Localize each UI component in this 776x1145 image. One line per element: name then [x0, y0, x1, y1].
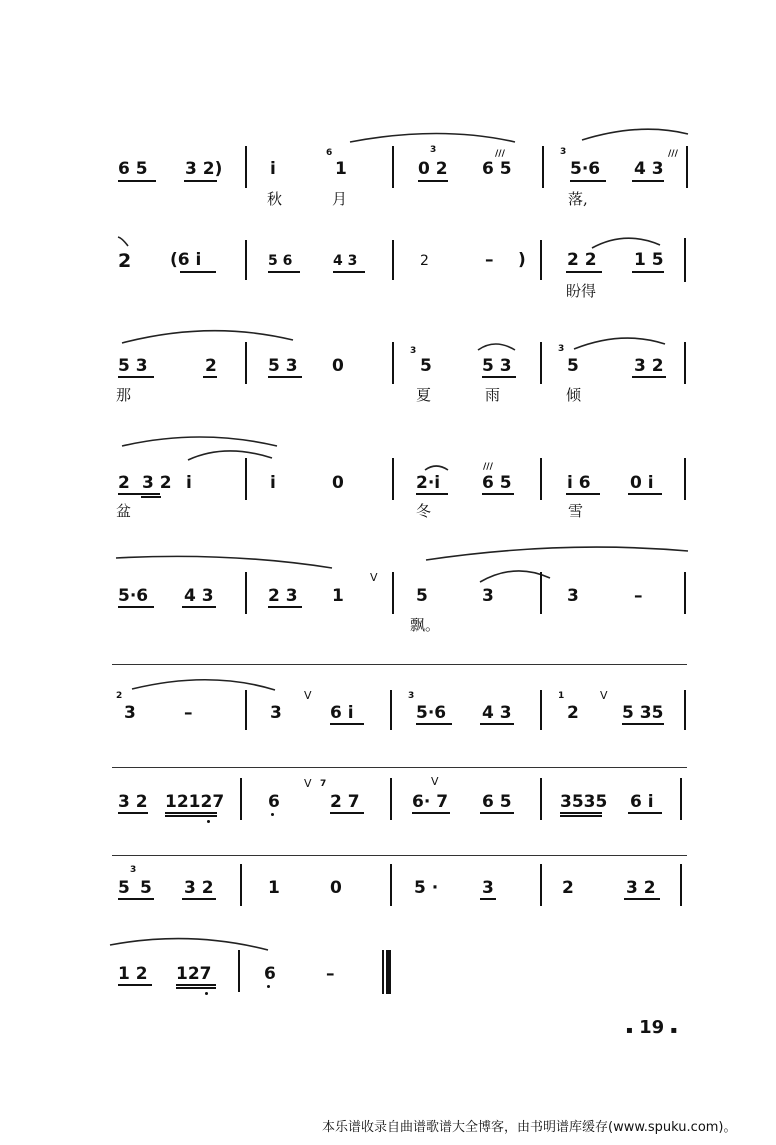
- note-group: 0 i: [630, 473, 654, 493]
- note: 3: [482, 878, 494, 898]
- note-group: 5 3: [118, 356, 148, 376]
- breath-mark: V: [431, 775, 439, 788]
- underline: [330, 812, 364, 814]
- note: 1: [335, 159, 347, 179]
- lyric: 雪: [568, 502, 584, 520]
- note: 6: [264, 964, 276, 984]
- note-group: 3 2: [634, 356, 664, 376]
- lyric: 秋: [267, 190, 283, 208]
- note-group: 6 i: [330, 703, 354, 723]
- tremolo-mark: ///: [495, 149, 505, 159]
- grace-note: 7: [320, 779, 327, 789]
- barline: [240, 864, 242, 906]
- breath-mark: V: [370, 571, 378, 584]
- note-group: 3 2): [185, 159, 223, 179]
- underline: [624, 898, 660, 900]
- barline: [392, 240, 394, 280]
- note-group: 2 2: [567, 250, 597, 270]
- grace-note: 3: [410, 346, 417, 356]
- tremolo-mark: ///: [483, 462, 493, 472]
- slur: [110, 939, 268, 950]
- note-group: 2·i: [416, 473, 441, 493]
- underline: [418, 180, 448, 182]
- note-group: 5 3: [482, 356, 512, 376]
- underline: [570, 180, 606, 182]
- note-group: 5 6: [268, 253, 293, 269]
- note: 2: [118, 473, 130, 493]
- barline: [245, 572, 247, 614]
- note: 5: [420, 356, 432, 376]
- lyric: 盆: [116, 502, 132, 520]
- note-group: 5 35: [622, 703, 664, 723]
- underline: [628, 493, 662, 495]
- underline: [118, 898, 154, 900]
- note: 2: [205, 356, 217, 376]
- underline: [482, 493, 514, 495]
- slur: [478, 344, 515, 350]
- dash: –: [184, 703, 193, 723]
- underline: [141, 496, 161, 498]
- underline: [482, 376, 516, 378]
- barline: [686, 146, 688, 188]
- barline: [684, 238, 686, 282]
- final-barline-thin: [382, 950, 384, 994]
- slur: [425, 466, 448, 470]
- note-group: 6· 7: [412, 792, 449, 812]
- slur: [350, 134, 515, 143]
- note-group: 4 3: [634, 159, 664, 179]
- note: 6: [268, 792, 280, 812]
- note: i: [270, 159, 276, 179]
- underline: [268, 271, 300, 273]
- barline: [680, 864, 682, 906]
- underline: [118, 180, 156, 182]
- note: 3: [270, 703, 282, 723]
- note-group: 3 2: [118, 792, 148, 812]
- note-group: 5 3: [268, 356, 298, 376]
- note-group: 3 2: [626, 878, 656, 898]
- underline: [268, 606, 302, 608]
- note-group: i 6: [567, 473, 591, 493]
- grace-note: 3: [560, 147, 567, 157]
- underline: [632, 180, 664, 182]
- barline: [540, 864, 542, 906]
- grace-note: 3: [430, 145, 437, 155]
- underline: [165, 812, 217, 814]
- underline: [416, 723, 452, 725]
- slur: [582, 129, 688, 140]
- barline: [245, 342, 247, 384]
- note-group: 5·6: [570, 159, 601, 179]
- page-number-text: 19: [639, 1017, 665, 1038]
- separator-line: [112, 855, 687, 856]
- breath-mark: V: [600, 689, 608, 702]
- underline: [632, 271, 664, 273]
- barline: [245, 146, 247, 188]
- note: i: [186, 473, 192, 493]
- note-group: (6 i: [170, 250, 202, 270]
- grace-note: 6: [326, 148, 333, 158]
- note: 3: [124, 703, 136, 723]
- page-number: [626, 1017, 677, 1038]
- note: 1: [332, 586, 344, 606]
- barline: [240, 778, 242, 820]
- underline: [480, 898, 496, 900]
- underline: [330, 723, 364, 725]
- underline: [118, 376, 154, 378]
- grace-note: 2: [116, 691, 123, 701]
- underline: [184, 180, 217, 182]
- barline: [392, 572, 394, 614]
- barline: [540, 690, 542, 730]
- grace-note: 3: [558, 344, 565, 354]
- paren: ): [518, 250, 526, 270]
- note: 2: [118, 250, 132, 272]
- underline: [628, 812, 662, 814]
- slur: [188, 451, 272, 460]
- lyric: 月: [332, 190, 348, 208]
- note-group: 3 2: [184, 878, 214, 898]
- underline: [268, 376, 302, 378]
- barline: [392, 342, 394, 384]
- page-number-right-mark: ▪: [670, 1025, 678, 1036]
- note-group: 5 ·: [414, 878, 439, 898]
- barline: [680, 778, 682, 820]
- grace-note: 1: [558, 691, 565, 701]
- underline: [176, 984, 216, 986]
- breath-mark: V: [304, 689, 312, 702]
- note: 5: [416, 586, 428, 606]
- lyric: 那: [116, 386, 132, 404]
- separator-line: [112, 767, 687, 768]
- barline: [684, 690, 686, 730]
- barline: [540, 458, 542, 500]
- tremolo-mark: ///: [668, 149, 678, 159]
- dash: –: [634, 586, 643, 606]
- note-group: 4 3: [184, 586, 214, 606]
- underline: [182, 606, 216, 608]
- note-group: 5·6: [416, 703, 447, 723]
- grace-note: 3: [130, 865, 137, 875]
- note-group: 12127: [165, 792, 225, 812]
- barline: [390, 864, 392, 906]
- dash: –: [485, 250, 494, 270]
- note: 2: [420, 253, 429, 269]
- slur: [574, 338, 665, 349]
- barline: [542, 146, 544, 188]
- underline: [118, 493, 160, 495]
- separator-line: [112, 664, 687, 665]
- barline: [390, 778, 392, 820]
- note-group: 1 5: [634, 250, 664, 270]
- lyric: 倾: [566, 386, 582, 404]
- barline: [684, 342, 686, 384]
- note-group: 6 5: [482, 473, 512, 493]
- rest: 0: [330, 878, 342, 898]
- underline: [203, 376, 217, 378]
- octave-dot: [267, 985, 270, 988]
- note-group: 4 3: [333, 253, 358, 269]
- footer-source-note: 本乐谱收录自曲谱歌谱大全博客，由书明谱库缓存(www.spuku.com)。: [322, 1120, 737, 1135]
- note: 3: [567, 586, 579, 606]
- slur: [132, 680, 275, 690]
- lyric: 雨: [485, 386, 501, 404]
- underline: [560, 815, 602, 817]
- note-group: 6 5: [118, 159, 148, 179]
- lyric: 落,: [568, 190, 588, 208]
- slur: [122, 331, 293, 343]
- underline: [182, 898, 216, 900]
- lyric: 夏: [416, 386, 432, 404]
- underline: [566, 271, 602, 273]
- barline: [540, 342, 542, 384]
- underline: [412, 812, 450, 814]
- note: 2: [567, 703, 579, 723]
- underline: [118, 812, 148, 814]
- barline: [245, 458, 247, 500]
- grace-note: 3: [408, 691, 415, 701]
- barline: [392, 146, 394, 188]
- slur: [592, 238, 660, 248]
- rest: 0: [332, 356, 344, 376]
- rest: 0: [332, 473, 344, 493]
- note-group: 0 2: [418, 159, 448, 179]
- note-group: 3535: [560, 792, 608, 812]
- lyric: 盼得: [566, 282, 597, 300]
- note-group: 3 2: [142, 473, 172, 493]
- dash: –: [326, 964, 335, 984]
- note-group: 4 3: [482, 703, 512, 723]
- underline: [622, 723, 664, 725]
- note: 5: [118, 878, 130, 898]
- note: 5: [567, 356, 579, 376]
- note: 3: [482, 586, 494, 606]
- barline: [540, 240, 542, 280]
- slur: [118, 237, 128, 246]
- note-group: 6 5: [482, 159, 512, 179]
- underline: [118, 606, 154, 608]
- underline: [165, 815, 217, 817]
- note-group: 127: [176, 964, 212, 984]
- barline: [392, 458, 394, 500]
- octave-dot: [271, 813, 274, 816]
- note-group: 2 7: [330, 792, 360, 812]
- note-group: 5·6: [118, 586, 149, 606]
- barline: [245, 240, 247, 280]
- note-group: 2 3: [268, 586, 298, 606]
- underline: [333, 271, 365, 273]
- underline: [176, 987, 216, 989]
- note: 5: [140, 878, 152, 898]
- lyric: 飘。: [410, 616, 441, 634]
- underline: [118, 984, 152, 986]
- underline: [180, 271, 216, 273]
- slur: [122, 437, 277, 446]
- barline: [540, 572, 542, 614]
- breath-mark: V: [304, 777, 312, 790]
- octave-dot: [207, 820, 210, 823]
- note-group: 6 i: [630, 792, 654, 812]
- note-group: 6 5: [482, 792, 512, 812]
- underline: [480, 812, 514, 814]
- final-barline-thick: [386, 950, 391, 994]
- page-number-left-mark: ▪: [626, 1025, 633, 1036]
- underline: [560, 812, 602, 814]
- barline: [390, 690, 392, 730]
- barline: [540, 778, 542, 820]
- lyric: 冬: [416, 502, 432, 520]
- barline: [684, 458, 686, 500]
- underline: [480, 723, 514, 725]
- underline: [416, 493, 448, 495]
- underline: [632, 376, 666, 378]
- barline: [684, 572, 686, 614]
- note: 1: [268, 878, 280, 898]
- note: 2: [562, 878, 574, 898]
- note-group: 1 2: [118, 964, 148, 984]
- note: i: [270, 473, 276, 493]
- underline: [566, 493, 600, 495]
- slur: [426, 547, 688, 560]
- barline: [245, 690, 247, 730]
- barline: [238, 950, 240, 992]
- octave-dot: [205, 992, 208, 995]
- slur: [116, 556, 332, 568]
